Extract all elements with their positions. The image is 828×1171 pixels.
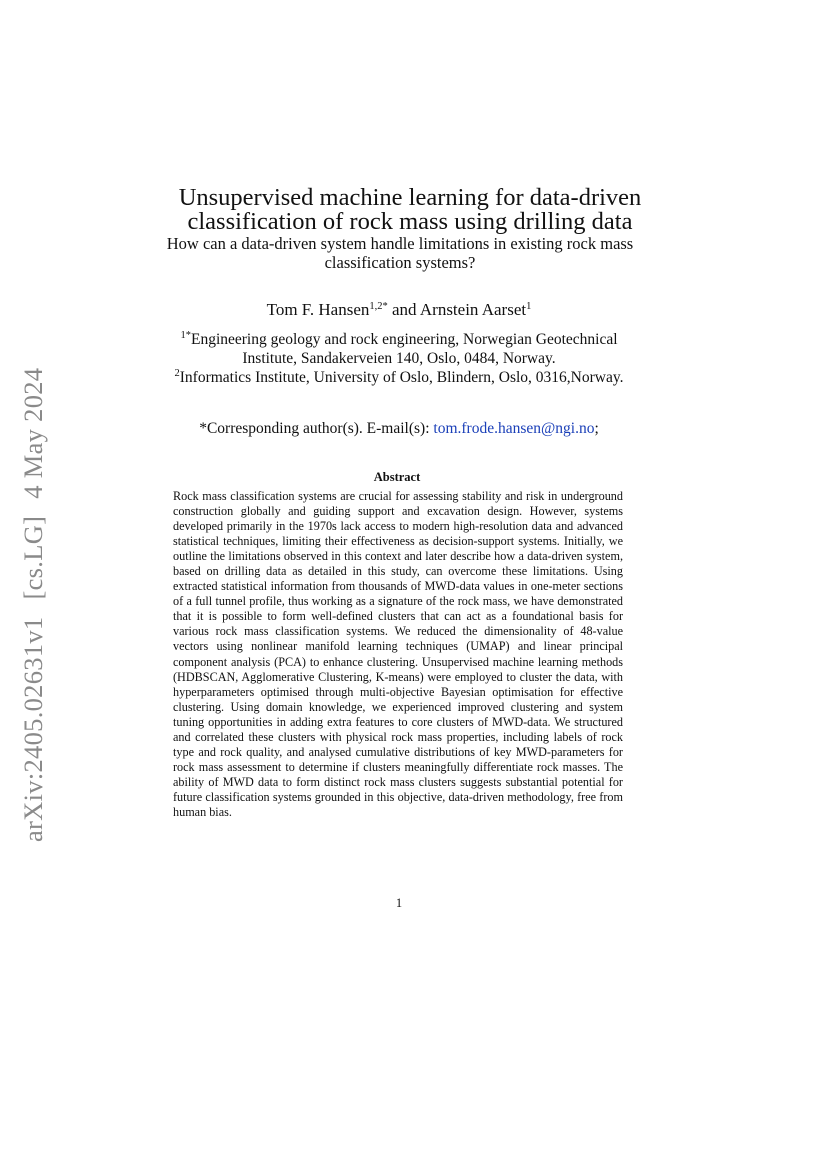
author-name: Tom F. Hansen: [266, 300, 370, 319]
affiliation-marker: 1: [526, 301, 532, 312]
affiliation-marker: 1,2*: [369, 301, 388, 312]
author-list: [100, 300, 698, 320]
affiliation-marker: 1*: [180, 330, 191, 341]
author-conjunction: and: [392, 300, 417, 319]
affiliation-1: $^{1*}$Engineering geology and rock engineering, Norwegian Geotechnical: [180, 330, 618, 348]
author-name: Arnstein Aarset: [419, 300, 527, 319]
paper-subtitle: How can a data-driven system handle limitations in existing rock mass classification systems?: [166, 234, 634, 272]
arxiv-id[interactable]: arXiv:2405.02631v1: [18, 616, 48, 842]
email-link[interactable]: tom.frode.hansen@ngi.no: [433, 420, 595, 437]
affiliation-1-continued: Institute, Sandakerveien 140, Oslo, 0484, Norway.: [242, 350, 556, 367]
page-number: 1: [395, 896, 403, 910]
arxiv-date: 4 May 2024: [18, 367, 48, 499]
corresponding-label: *Corresponding author(s). E-mail(s):: [199, 420, 430, 437]
affiliation-2: $^2$Informatics Institute, University of Oslo, Blindern, Oslo, 0316,Norway.: [174, 368, 624, 386]
abstract-heading: Abstract: [373, 470, 421, 484]
email-suffix: ;: [594, 420, 599, 437]
affiliation-marker: 2: [174, 368, 180, 379]
affiliation-block: [100, 330, 698, 387]
arxiv-category: [cs.LG]: [18, 515, 48, 600]
abstract-text: Rock mass classification systems are crucial for assessing stability and risk in underground construction globally and guiding support and excavation design. However, systems developed primarily in the 1970s lack access to modern high-resolution data and advanced statistical techniques, limiting their effectiveness as decision-support systems. Initially, we outline the limitations observed in this context and later describe how a data-driven system, based on drilling data as detailed in this study, can overcome these limitations. Using extracted statistical information from thousands of MWD-data values in one-meter sections of a full tunnel profile, thus working as a signature of the rock mass, we have demonstrated that it is possible to form well-defined clusters that can act as a foundational basis for various rock mass classification systems. We reduced the dimensionality of 48-value vectors using nonlinear manifold learning techniques (UMAP) and linear principal component analysis (PCA) to enhance clustering. Unsupervised machine learning methods (HDBSCAN, Agglomerative Clustering, K-means) were employed to cluster the data, with hyperparameters optimised through multi-objective Bayesian optimisation for effective clustering. Using domain knowledge, we experienced improved clustering and system tuning opportunities in adding extra features to core clusters of MWD-data. We structured and correlated these clusters with physical rock mass properties, including labels of rock type and rock quality, and analysed cumulative distributions of key MWD-parameters for rock mass assessment to determine if clusters meaningfully differentiate rock masses. The ability of MWD data to form distinct rock mass clusters suggests substantial potential for future classification systems grounded in this objective, data-driven methodology, free from human bias.: [173, 489, 623, 819]
corresponding-author: [100, 420, 698, 438]
paper-title: Unsupervised machine learning for data-driven classification of rock mass using drilling data: [178, 184, 642, 235]
arxiv-identifier-stamp: [18, 351, 49, 842]
